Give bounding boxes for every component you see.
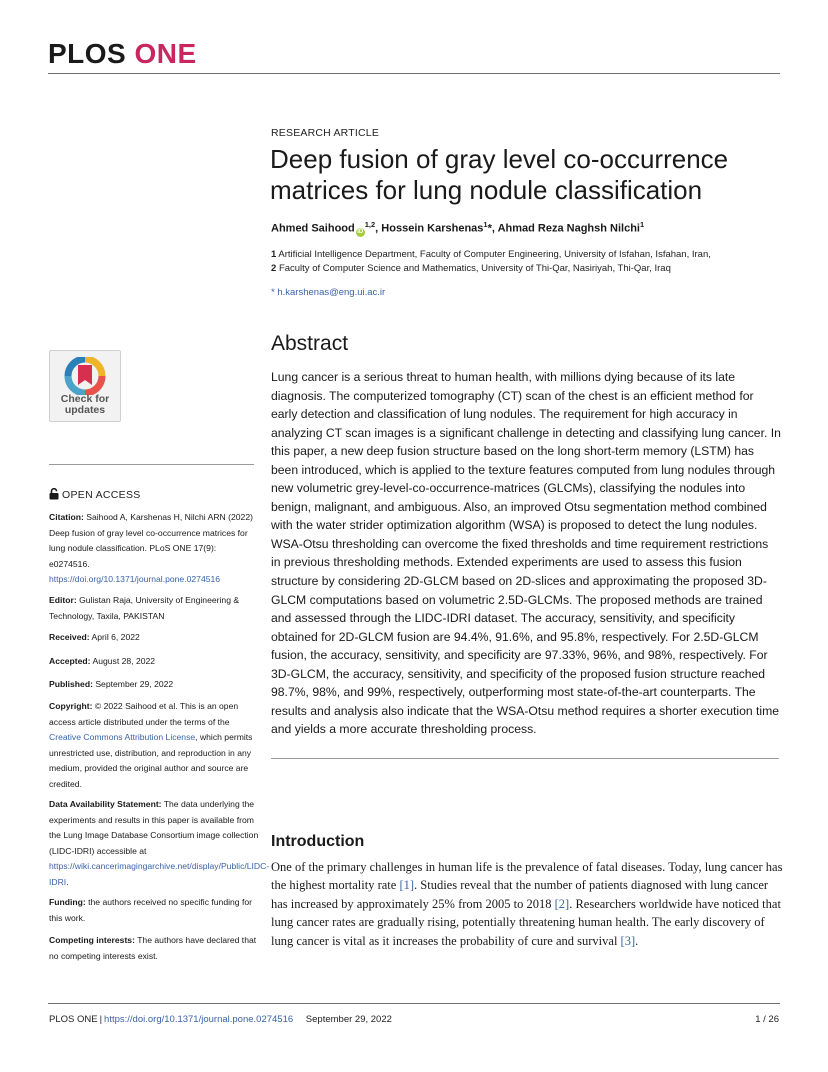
footer-doi-link[interactable]: https://doi.org/10.1371/journal.pone.0274516 [104, 1014, 294, 1025]
abstract-heading: Abstract [271, 332, 349, 355]
author-affil-sup: 1,2 [364, 220, 376, 229]
page-number: 1 / 26 [755, 1014, 779, 1025]
check-for-updates-icon [64, 357, 106, 395]
published-block: Published: September 29, 2022 [49, 679, 174, 689]
abstract-divider [271, 758, 779, 759]
author-affil-sup: 1 [640, 220, 645, 229]
competing-interests-block: Competing interests: The authors have declared that no competing interests exist. [49, 935, 257, 961]
journal-logo [48, 38, 197, 70]
corresponding-email[interactable]: * h.karshenas@eng.ui.ac.ir [271, 287, 386, 298]
affiliation-item: 2 Faculty of Computer Science and Mathematics, University of Thi-Qar, Nasiriyah, Thi-Qar, Iraq [271, 262, 671, 274]
introduction-heading: Introduction [271, 833, 365, 850]
header-divider [48, 73, 780, 74]
affiliations [271, 248, 711, 275]
editor-block: Editor: Gulistan Raja, University of Engineering & Technology, Taxila, PAKISTAN [49, 595, 240, 621]
citation-ref[interactable]: [3] [620, 933, 636, 948]
author-name[interactable]: Ahmad Reza Naghsh Nilchi [497, 222, 640, 235]
footer-date: September 29, 2022 [305, 1014, 392, 1025]
copyright-block: Copyright: © 2022 Saihood et al. This is an open access article distributed under the terms of the Creative Commons Attribution License, which permits unrestricted use, distribution, and reproduction in any medium, provided the original author and source are credited. [49, 701, 253, 789]
data-availability-block: Data Availability Statement: The data underlying the experiments and results in this paper is available from the Lung Image Database Consortium image collection (LIDC-IDRI) accessible at https://wiki.cancerimagingarchive.net/display/Public/LIDC-IDRI. [49, 799, 270, 887]
article-title: Deep fusion of gray level co-occurrence matrices for lung nodule classification [270, 144, 729, 205]
license-link[interactable]: Creative Commons Attribution License [49, 732, 196, 743]
check-for-updates-label: Check for updates [60, 393, 110, 416]
author-affil-sup: 1 [483, 220, 488, 229]
check-for-updates-badge[interactable] [49, 350, 121, 422]
article-type: RESEARCH ARTICLE [271, 127, 380, 139]
author-name[interactable]: Hossein Karshenas [381, 222, 484, 235]
affiliation-item: 1 Artificial Intelligence Department, Faculty of Computer Engineering, University of Isfahan, Isfahan, Iran, [271, 249, 711, 260]
orcid-icon[interactable]: iD [357, 228, 364, 235]
footer-divider [48, 1003, 780, 1004]
funding-block: Funding: the authors received no specific funding for this work. [49, 897, 252, 923]
received-block: Received: April 6, 2022 [49, 632, 140, 642]
open-access-label: OPEN ACCESS [49, 488, 141, 501]
citation-doi-link[interactable]: https://doi.org/10.1371/journal.pone.0274516 [49, 574, 221, 585]
citation-ref[interactable]: [2] [554, 896, 570, 911]
citation-ref[interactable]: [1] [399, 878, 415, 893]
footer-journal: PLOS ONE [49, 1014, 98, 1025]
accepted-block: Accepted: August 28, 2022 [49, 656, 156, 666]
data-link[interactable]: https://wiki.cancerimagingarchive.net/display/Public/LIDC-IDRI [49, 861, 270, 887]
logo-plos: PLOS [48, 38, 127, 69]
open-lock-icon [49, 488, 59, 500]
introduction-body: One of the primary challenges in human life is the prevalence of fatal diseases. Today, lung cancer has the highest mortality rate [1]. Studies reveal that the number of patients diagnosed with lung cancer has increased by approximately 25% from 2005 to 2018 [2]. Researchers worldwide have noticed that lung cancer rates are gradually rising, potentially threatening human health. The early discovery of lung cancer is vital as it increases the probability of cure and survival [3]. [271, 860, 783, 948]
sidebar-divider [49, 464, 254, 465]
logo-one: ONE [134, 38, 197, 69]
author-name[interactable]: Ahmed Saihood [271, 222, 355, 235]
abstract-body: Lung cancer is a serious threat to human health, with millions dying because of its late diagnosis. The computerized tomography (CT) scan of the chest is an efficient method for early detection and classification of lung nodules. The requirement for high accuracy in analyzing CT scan images is a significant challenge in detecting and classifying lung cancer. In this paper, a new deep fusion structure based on the long short-term memory (LSTM) has been introduced, which is applied to the texture features computed from lung nodules through new volumetric grey-level-co-occurrence-matrices (GLCMs), classifying the nodules into benign, malignant, and ambiguous. Also, an improved Otsu segmentation method combined with the water strider optimization algorithm (WSA) is proposed to detect the lung nodules. WSA-Otsu thresholding can overcome the fixed thresholds and time requirement restrictions in previous thresholding methods. Extended experiments are used to assess this fusion structure by considering 2D-GLCM based on 2D-slices and approximating the proposed 3D-GLCM computations based on volumetric 2.5D-GLCMs. The proposed methods are trained and assessed through the LIDC-IDRI dataset. The accuracy, sensitivity, and specificity obtained for 2D-GLCM fusion are 94.4%, 91.6%, and 95.8%, respectively. For 2.5D-GLCM fusion, the accuracy, sensitivity, and specificity are 97.33%, 96%, and 98%, respectively. For 3D-GLCM, the accuracy, sensitivity, and specificity of the proposed fusion structure reached 98.7%, 98%, and 99%, respectively, outperforming most state-of-the-art counterparts. The results and analysis also indicate that the WSA-Otsu method requires a shorter execution time and yields a more accurate thresholding process. [271, 370, 781, 737]
author-list: Ahmed Saihood iD$^{1,2}$, Hossein Karshenas$^1$*, Ahmad Reza Naghsh Nilchi$^1$ [271, 220, 645, 235]
page-footer: PLOS ONE | https://doi.org/10.1371/journal.pone.0274516 September 29, 2022 [49, 1014, 392, 1025]
citation-block: Citation: Saihood A, Karshenas H, Nilchi ARN (2022) Deep fusion of gray level co-occurrence matrices for lung nodule classification. PLoS ONE 17(9): e0274516. https://doi.org/10.1371/journal.pone.0274516 [49, 512, 253, 585]
